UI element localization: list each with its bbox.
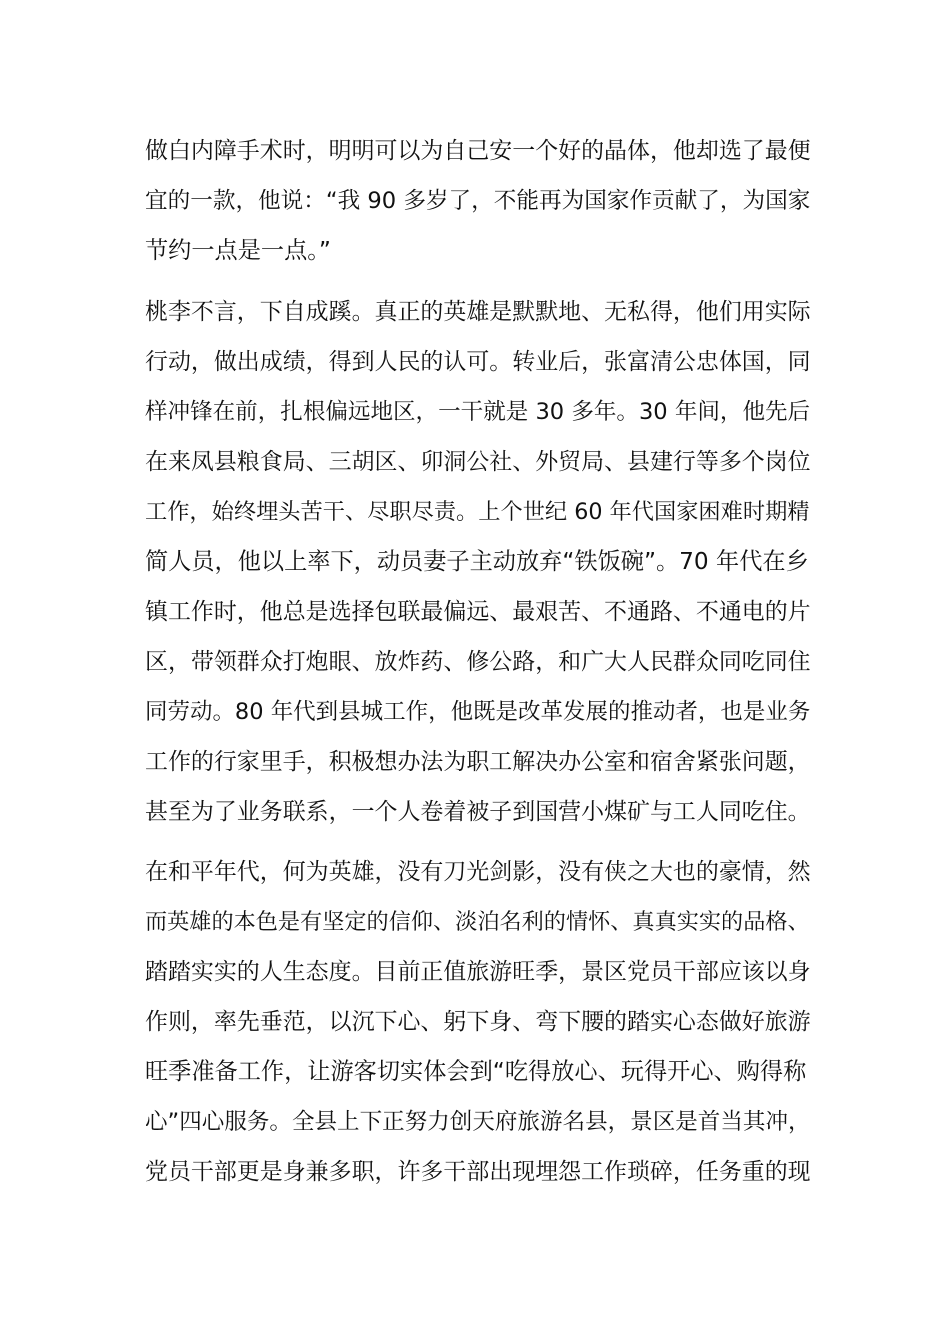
text-line: 工作的行家里手，积极想办法为职工解决办公室和宿舍紧张问题，	[145, 748, 811, 775]
text-line: 心”四心服务。全县上下正努力创天府旅游名县，景区是首当其冲，	[145, 1109, 811, 1135]
document-body	[145, 126, 810, 1208]
text-line: 在来凤县粮食局、三胡区、卯洞公社、外贸局、县建行等多个岗位	[145, 448, 811, 475]
text-line: 节约一点是一点。”	[145, 237, 331, 264]
text-line: 甚至为了业务联系，一个人卷着被子到国营小煤矿与工人同吃住。	[145, 798, 811, 825]
paragraph-1	[145, 126, 810, 276]
text-line: 党员干部更是身兼多职，许多干部出现埋怨工作琐碎，任务重的现	[145, 1159, 811, 1185]
text-line: 在和平年代，何为英雄，没有刀光剑影，没有侠之大也的豪情，然	[145, 859, 811, 885]
text-line: 桃李不言，下自成蹊。真正的英雄是默默地、无私得，他们用实际	[145, 298, 811, 325]
text-line: 踏踏实实的人生态度。目前正值旅游旺季，景区党员干部应该以身	[145, 959, 811, 985]
text-line: 行动，做出成绩，得到人民的认可。转业后，张富清公忠体国，同	[145, 348, 811, 375]
text-line: 区，带领群众打炮眼、放炸药、修公路，和广大人民群众同吃同住	[145, 648, 811, 675]
text-line: 同劳动。80 年代到县城工作，他既是改革发展的推动者，也是业务	[145, 698, 811, 725]
text-line: 宜的一款，他说：“我 90 多岁了，不能再为国家作贡献了，为国家	[145, 188, 811, 214]
text-line: 旺季准备工作，让游客切实体会到“吃得放心、玩得开心、购得称	[145, 1058, 807, 1085]
text-line: 样冲锋在前，扎根偏远地区，一干就是 30 多年。30 年间，他先后	[145, 398, 811, 425]
text-line: 而英雄的本色是有坚定的信仰、淡泊名利的情怀、真真实实的品格、	[145, 909, 810, 935]
text-line: 做白内障手术时，明明可以为自己安一个好的晶体，他却选了最便	[145, 138, 811, 164]
text-line: 镇工作时，他总是选择包联最偏远、最艰苦、不通路、不通电的片	[145, 598, 811, 625]
paragraph-3	[145, 847, 810, 1197]
paragraph-2	[145, 287, 810, 837]
text-line: 简人员，他以上率下，动员妻子主动放弃“铁饭碗”。70 年代在乡	[145, 547, 809, 575]
text-line: 工作，始终埋头苦干、尽职尽责。上个世纪 60 年代国家困难时期精	[145, 498, 810, 525]
text-line: 作则，率先垂范，以沉下心、躬下身、弯下腰的踏实心态做好旅游	[145, 1009, 811, 1035]
